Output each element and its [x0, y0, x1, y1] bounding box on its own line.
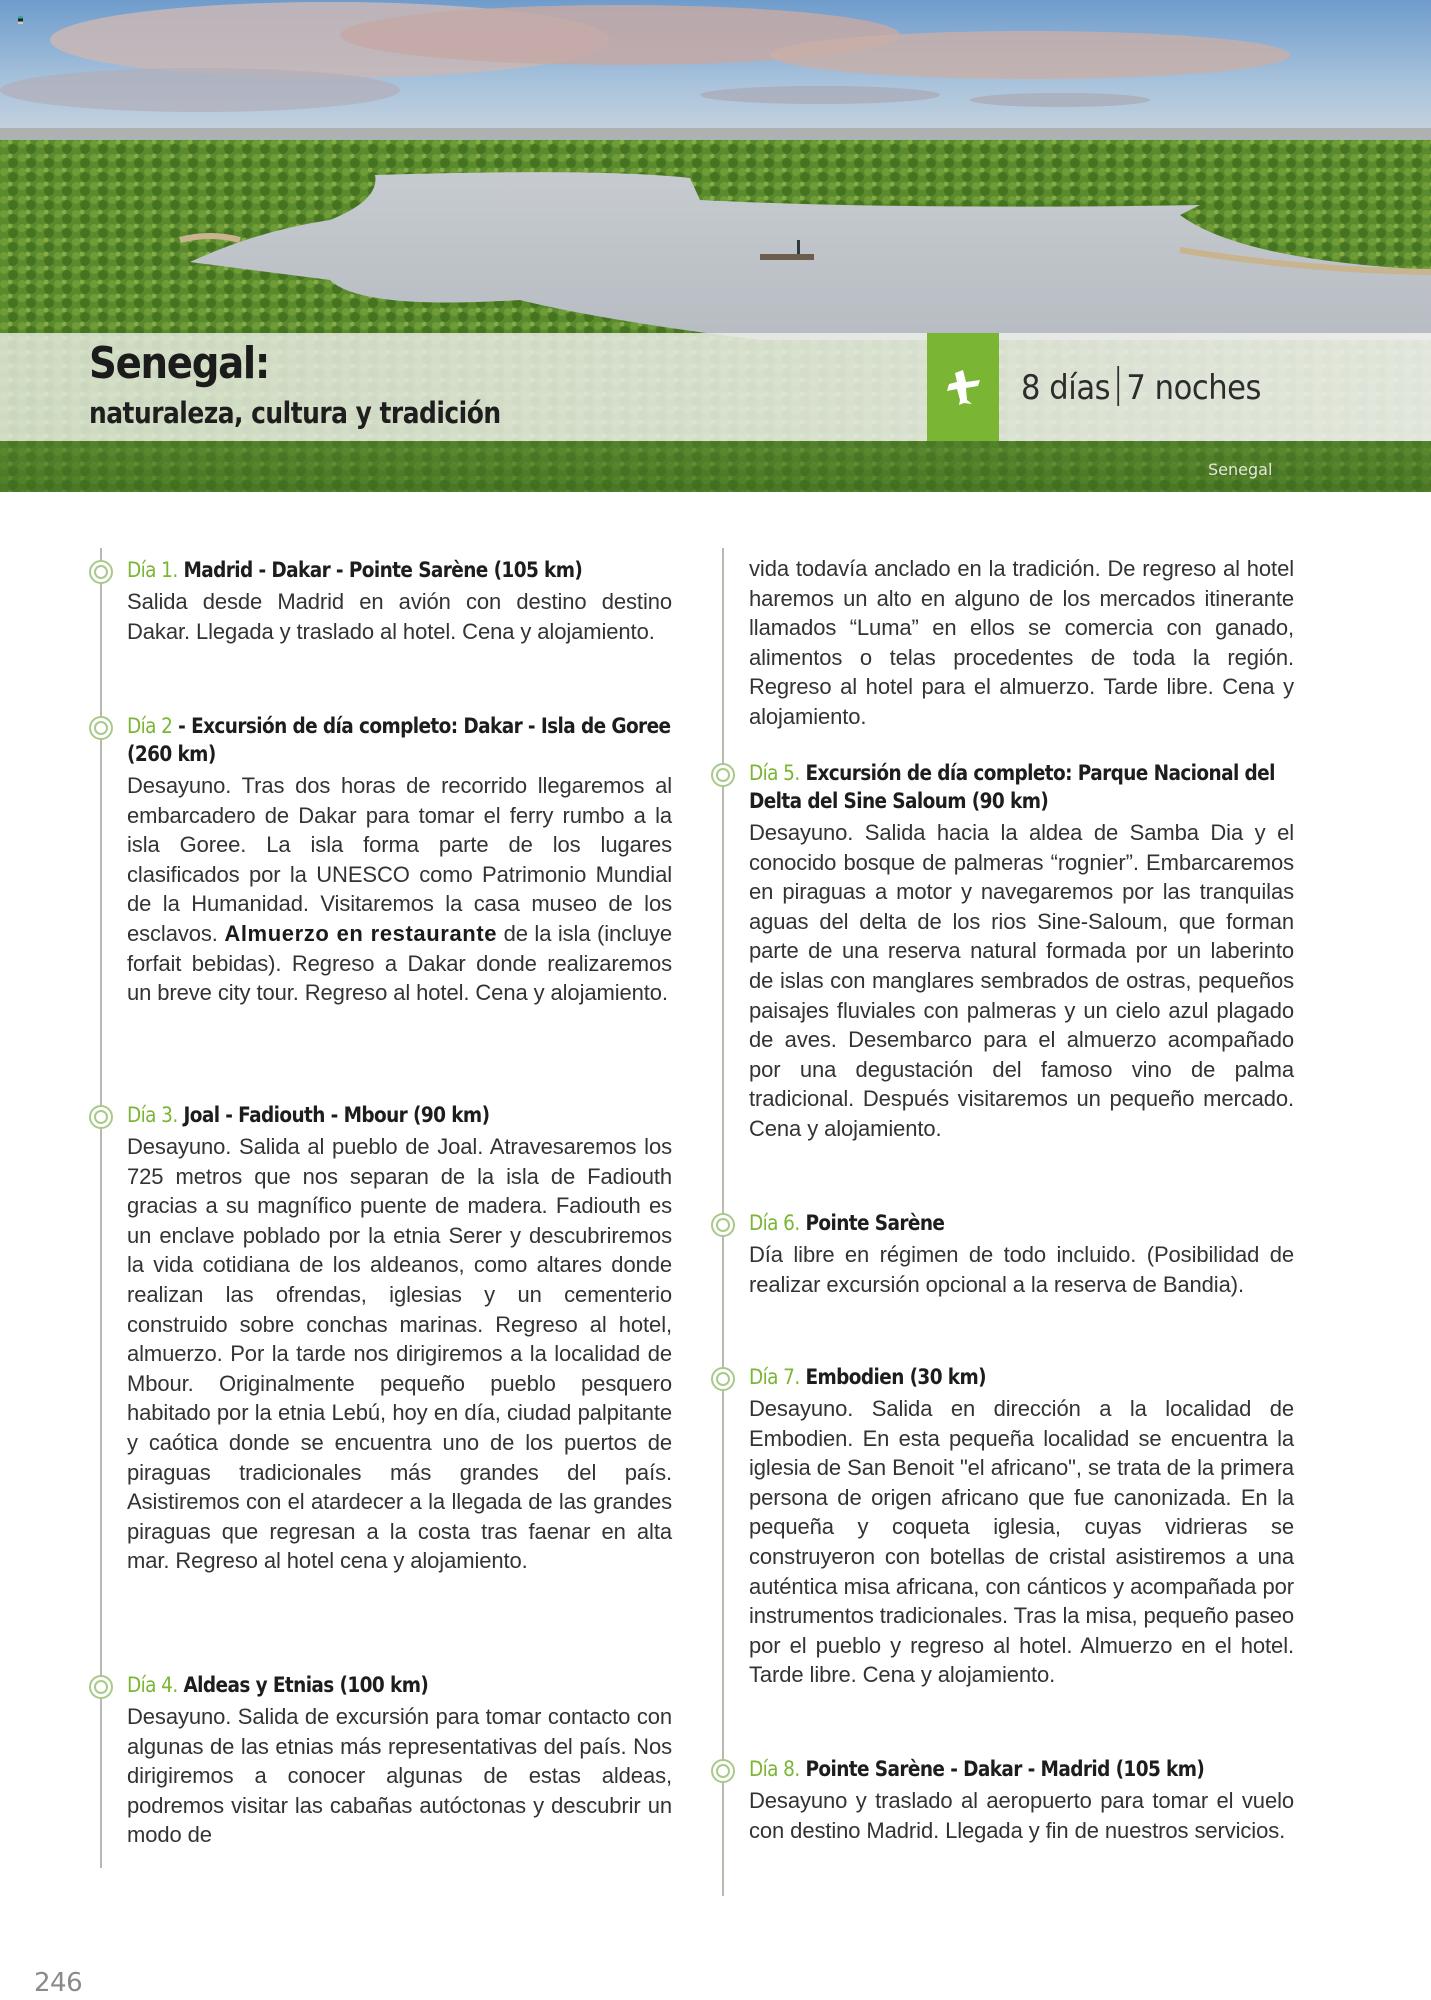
timeline-bullet-icon — [88, 1104, 114, 1130]
plane-badge — [927, 333, 999, 441]
day-label: Día 5. — [749, 761, 800, 786]
day-heading — [749, 760, 1293, 816]
day-title: Pointe Sarène — [799, 1211, 945, 1236]
day-label: Día 1. — [127, 558, 178, 583]
plane-icon — [943, 367, 983, 407]
day-heading — [127, 713, 671, 769]
day-description: Desayuno. Salida en dirección a la localidad de Embodien. En esta pequeña localidad se encuentra la iglesia de San Benoit "el africano", se trata de la primera persona de origen africano que fue canonizada. En la pequeña y coqueta iglesia, cuyas vidrieras se construyeron con botellas de cristal asistiremos a una auténtica misa africana, con cánticos y acompañada por instrumentos tradicionales. Tras la misa, pequeño paseo por el pueblo y regreso al hotel. Almuerzo en el hotel. Tarde libre. Cena y alojamiento. — [749, 1396, 1294, 1688]
registration-mark — [18, 16, 23, 24]
day-description-continued: vida todavía anclado en la tradición. De regreso al hotel haremos un alto en alguno de los mercados itinerante llamados “Luma” en ellos se comercia con ganado, alimentos o telas procedentes de toda la región. Regreso al hotel para el almuerzo. Tarde libre. Cena y alojamiento. — [749, 556, 1294, 729]
duration-nights: 7 noches — [1126, 368, 1262, 408]
timeline-bullet-icon — [710, 762, 736, 788]
itinerary-day-5 — [749, 760, 1294, 1144]
duration-separator — [1117, 366, 1119, 406]
trip-duration — [1021, 366, 1261, 408]
page-subtitle: naturaleza, cultura y tradición — [89, 396, 501, 430]
day-label: Día 7. — [749, 1365, 800, 1390]
day-heading — [749, 1756, 1293, 1784]
day-label: Día 3. — [127, 1103, 178, 1128]
day-description: Salida desde Madrid en avión con destino destino Dakar. Llegada y traslado al hotel. Cena y alojamiento. — [127, 589, 672, 644]
day-title: Madrid - Dakar - Pointe Sarène (105 km) — [177, 558, 583, 583]
day-description: Desayuno. Salida de excursión para tomar contacto con algunas de las etnias más representativas del país. Nos dirigiremos a conocer algunas de estas aldeas, podremos visitar las cabañas autóctonas y descubrir un modo de — [127, 1704, 672, 1848]
day-heading — [127, 1102, 671, 1130]
boat-icon — [760, 254, 814, 260]
itinerary-day-6 — [749, 1210, 1294, 1299]
timeline-bullet-icon — [710, 1212, 736, 1238]
timeline-bullet-icon — [710, 1758, 736, 1784]
day-description: Desayuno. Salida al pueblo de Joal. Atravesaremos los 725 metros que nos separan de la isla de Fadiouth gracias a su magnífico puente de madera. Fadiouth es un enclave poblado por la etnia Serer y descubriremos la vida cotidiana de los aldeanos, como altares donde realizan las ofrendas, iglesias y un cementerio construido sobre conchas marinas. Regreso al hotel, almuerzo. Por la tarde nos dirigiremos a la localidad de Mbour. Originalmente pequeño pueblo pesquero habitado por la etnia Lebú, hoy en día, ciudad palpitante y caótica donde se encuentra uno de los puertos de piraguas tradicionales más grandes del país. Asistiremos con el atardecer a la llegada de las grandes piraguas que regresan a la costa tras faenar en alta mar. Regreso al hotel cena y alojamiento. — [127, 1134, 672, 1574]
day-description: Día libre en régimen de todo incluido. (Posibilidad de realizar excursión opcional a la reserva de Bandia). — [749, 1242, 1294, 1297]
day-label: Día 6. — [749, 1211, 800, 1236]
day-title: Excursión de día completo: Parque Nacional del Delta del Sine Saloum (90 km) — [749, 761, 1275, 814]
page-title: Senegal: — [89, 338, 270, 389]
day-heading — [127, 1672, 671, 1700]
day-heading — [127, 557, 671, 585]
photo-caption: Senegal — [1208, 460, 1273, 479]
lunch-highlight: Almuerzo en restaurante — [224, 920, 498, 946]
day-heading — [749, 1364, 1293, 1392]
day-description: Desayuno. Tras dos horas de recorrido llegaremos al embarcadero de Dakar para tomar el ferry rumbo a la isla Goree. La isla forma parte de los lugares clasificados por la UNESCO como Patrimonio Mundial de la Humanidad. Visitaremos la casa museo de los esclavos. Almuerzo en restaurante de la isla (incluye forfait bebidas). Regreso a Dakar donde realizaremos un breve city tour. Regreso al hotel. Cena y alojamiento. — [127, 773, 672, 1006]
day-title: - Excursión de día completo: Dakar - Isla de Goree (260 km) — [127, 714, 671, 767]
itinerary-day-2 — [127, 713, 672, 1008]
day-title: Aldeas y Etnias (100 km) — [177, 1673, 429, 1698]
itinerary-day-7 — [749, 1364, 1294, 1690]
timeline-bullet-icon — [88, 1674, 114, 1700]
day-title: Embodien (30 km) — [799, 1365, 987, 1390]
duration-days: 8 días — [1021, 368, 1111, 408]
day-description: Desayuno y traslado al aeropuerto para tomar el vuelo con destino Madrid. Llegada y fin de nuestros servicios. — [749, 1788, 1294, 1843]
timeline-bullet-icon — [88, 559, 114, 585]
page-number: 246 — [34, 1968, 83, 1998]
day-heading — [749, 1210, 1293, 1238]
itinerary-day-1 — [127, 557, 672, 646]
itinerary-day-8 — [749, 1756, 1294, 1845]
day-title: Pointe Sarène - Dakar - Madrid (105 km) — [799, 1757, 1205, 1782]
day-label: Día 2 — [127, 714, 173, 739]
day-label: Día 8. — [749, 1757, 800, 1782]
itinerary-day-3 — [127, 1102, 672, 1576]
itinerary-day-4-continued — [749, 552, 1294, 732]
day-label: Día 4. — [127, 1673, 178, 1698]
day-description: Desayuno. Salida hacia la aldea de Samba Dia y el conocido bosque de palmeras “rognier”. Embarcaremos en piraguas a motor y navegaremos por las tranquilas aguas del delta de los rios Sine-Saloum, que forman parte de una reserva natural formada por un laberinto de islas con manglares sembrados de ostras, pequeños paisajes fluviales con palmeras y un cielo azul plagado de aves. Desembarco para el almuerzo acompañado por una degustación del famoso vino de palma tradicional. Después visitaremos un pequeño mercado. Cena y alojamiento. — [749, 820, 1294, 1141]
timeline-bullet-icon — [88, 715, 114, 741]
itinerary-day-4 — [127, 1672, 672, 1850]
timeline-line-left — [100, 548, 102, 1868]
day-title: Joal - Fadiouth - Mbour (90 km) — [177, 1103, 490, 1128]
timeline-bullet-icon — [710, 1366, 736, 1392]
